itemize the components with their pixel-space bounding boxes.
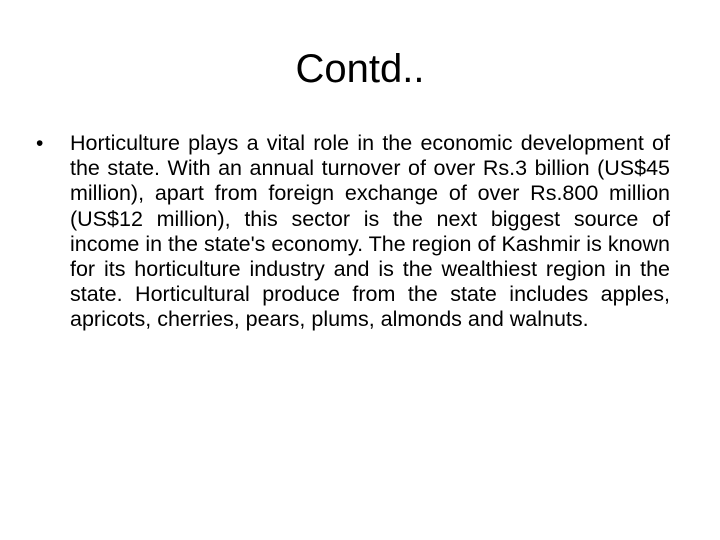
bullet-list: [36, 131, 670, 333]
slide-title: Contd..: [295, 47, 425, 91]
bullet-point-icon: •: [36, 132, 44, 155]
bullet-text: Horticulture plays a vital role in the economic development of the state. With an annual turnover of over Rs.3 billion (US$45 million), apart from foreign exchange of over Rs.800 million (US$12 million), this sector is the next biggest source of income in the state's economy. The region of Kashmir is known for its horticulture industry and is the wealthiest region in the state. Horticultural produce from the state includes apples, apricots, cherries, pears, plums, almonds and walnuts.: [70, 131, 670, 332]
bullet-item: [36, 131, 670, 333]
